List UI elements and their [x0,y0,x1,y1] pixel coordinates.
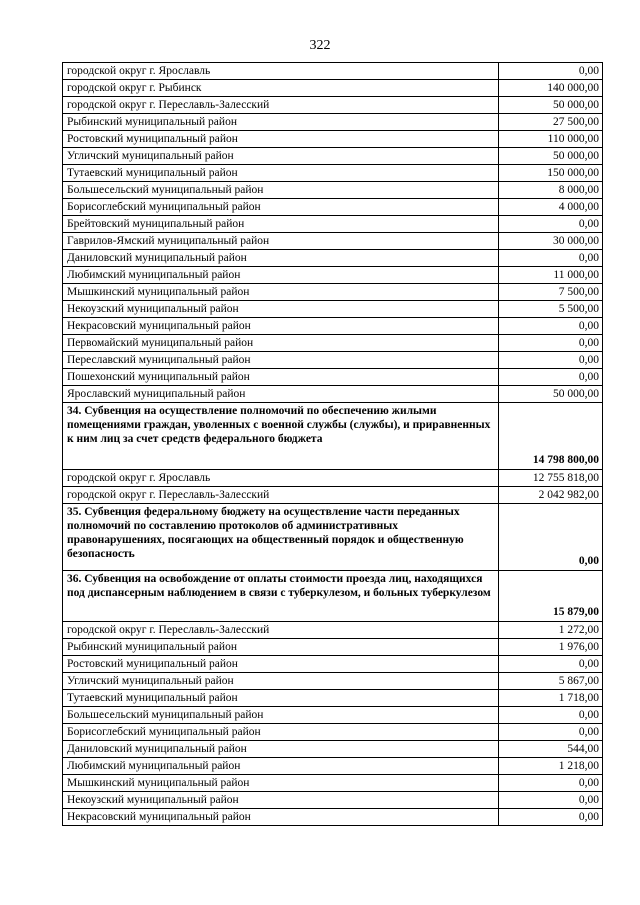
recipient-name: Ростовский муниципальный район [63,656,499,673]
section-title: 34. Субвенция на осуществление полномочий по обеспечению жилыми помещениями граждан, уволенных с военной службы (службы), и приравненных к ним лиц за счет средств федерального бюджета [63,403,499,470]
recipient-name: Угличский муниципальный район [63,148,499,165]
table-row [63,233,603,250]
amount: 0,00 [499,250,603,267]
recipient-name: городской округ г. Переславль-Залесский [63,487,499,504]
amount: 50 000,00 [499,97,603,114]
recipient-name: городской округ г. Рыбинск [63,80,499,97]
amount: 0,00 [499,775,603,792]
table-row [63,673,603,690]
table-row [63,690,603,707]
table-row [63,758,603,775]
amount: 2 042 982,00 [499,487,603,504]
table-row [63,639,603,656]
table-row [63,741,603,758]
recipient-name: Мышкинский муниципальный район [63,284,499,301]
amount: 5 867,00 [499,673,603,690]
page-number: 322 [309,38,331,53]
recipient-name: Ярославский муниципальный район [63,386,499,403]
recipient-name: городской округ г. Переславль-Залесский [63,97,499,114]
table-row [63,335,603,352]
section-total: 0,00 [499,504,603,571]
recipient-name: Любимский муниципальный район [63,267,499,284]
amount: 0,00 [499,792,603,809]
table-row [63,182,603,199]
table-row [63,369,603,386]
table-row [63,165,603,182]
section-title: 36. Субвенция на освобождение от оплаты стоимости проезда лиц, находящихся под диспансерным наблюдением в связи с туберкулезом, и больных туберкулезом [63,571,499,622]
amount: 0,00 [499,335,603,352]
amount: 5 500,00 [499,301,603,318]
table-row [63,656,603,673]
amount: 8 000,00 [499,182,603,199]
recipient-name: Любимский муниципальный район [63,758,499,775]
amount: 1 976,00 [499,639,603,656]
recipient-name: Даниловский муниципальный район [63,741,499,758]
amount: 0,00 [499,352,603,369]
table-row [63,809,603,826]
amount: 27 500,00 [499,114,603,131]
recipient-name: Тутаевский муниципальный район [63,165,499,182]
section-title: 35. Субвенция федеральному бюджету на осуществление части переданных полномочий по составлению протоколов об административных правонарушениях, посягающих на общественный порядок и общественную безопасность [63,504,499,571]
recipient-name: Ростовский муниципальный район [63,131,499,148]
recipient-name: городской округ г. Переславль-Залесский [63,622,499,639]
table-row [63,216,603,233]
amount: 0,00 [499,216,603,233]
amount: 50 000,00 [499,386,603,403]
amount: 50 000,00 [499,148,603,165]
amount: 0,00 [499,656,603,673]
table-row [63,284,603,301]
budget-table-body [63,63,603,826]
recipient-name: Даниловский муниципальный район [63,250,499,267]
recipient-name: Большесельский муниципальный район [63,707,499,724]
table-row [63,267,603,284]
table-row [63,775,603,792]
section-row [63,571,603,622]
recipient-name: Брейтовский муниципальный район [63,216,499,233]
recipient-name: Некрасовский муниципальный район [63,809,499,826]
recipient-name: Тутаевский муниципальный район [63,690,499,707]
amount: 1 272,00 [499,622,603,639]
table-row [63,199,603,216]
table-row [63,131,603,148]
table-row [63,470,603,487]
table-row [63,792,603,809]
recipient-name: Пошехонский муниципальный район [63,369,499,386]
table-row [63,80,603,97]
amount: 12 755 818,00 [499,470,603,487]
recipient-name: Некрасовский муниципальный район [63,318,499,335]
recipient-name: Большесельский муниципальный район [63,182,499,199]
recipient-name: Борисоглебский муниципальный район [63,724,499,741]
recipient-name: Некоузский муниципальный район [63,301,499,318]
amount: 150 000,00 [499,165,603,182]
recipient-name: Рыбинский муниципальный район [63,114,499,131]
amount: 0,00 [499,63,603,80]
amount: 0,00 [499,707,603,724]
amount: 544,00 [499,741,603,758]
amount: 1 718,00 [499,690,603,707]
table-row [63,318,603,335]
table-row [63,148,603,165]
section-row [63,403,603,470]
amount: 4 000,00 [499,199,603,216]
section-row [63,504,603,571]
amount: 11 000,00 [499,267,603,284]
recipient-name: городской округ г. Ярославль [63,470,499,487]
amount: 0,00 [499,724,603,741]
amount: 30 000,00 [499,233,603,250]
amount: 0,00 [499,318,603,335]
table-row [63,707,603,724]
recipient-name: Борисоглебский муниципальный район [63,199,499,216]
table-row [63,114,603,131]
recipient-name: Некоузский муниципальный район [63,792,499,809]
table-row [63,386,603,403]
amount: 1 218,00 [499,758,603,775]
amount: 0,00 [499,809,603,826]
recipient-name: Угличский муниципальный район [63,673,499,690]
recipient-name: Гаврилов-Ямский муниципальный район [63,233,499,250]
amount: 110 000,00 [499,131,603,148]
amount: 140 000,00 [499,80,603,97]
table-row [63,352,603,369]
recipient-name: Мышкинский муниципальный район [63,775,499,792]
recipient-name: Переславский муниципальный район [63,352,499,369]
table-row [63,487,603,504]
budget-table [62,62,603,826]
recipient-name: Рыбинский муниципальный район [63,639,499,656]
section-total: 15 879,00 [499,571,603,622]
table-row [63,622,603,639]
table-row [63,301,603,318]
amount: 7 500,00 [499,284,603,301]
section-total: 14 798 800,00 [499,403,603,470]
table-row [63,250,603,267]
recipient-name: Первомайский муниципальный район [63,335,499,352]
table-row [63,63,603,80]
table-row [63,97,603,114]
table-row [63,724,603,741]
recipient-name: городской округ г. Ярославль [63,63,499,80]
amount: 0,00 [499,369,603,386]
